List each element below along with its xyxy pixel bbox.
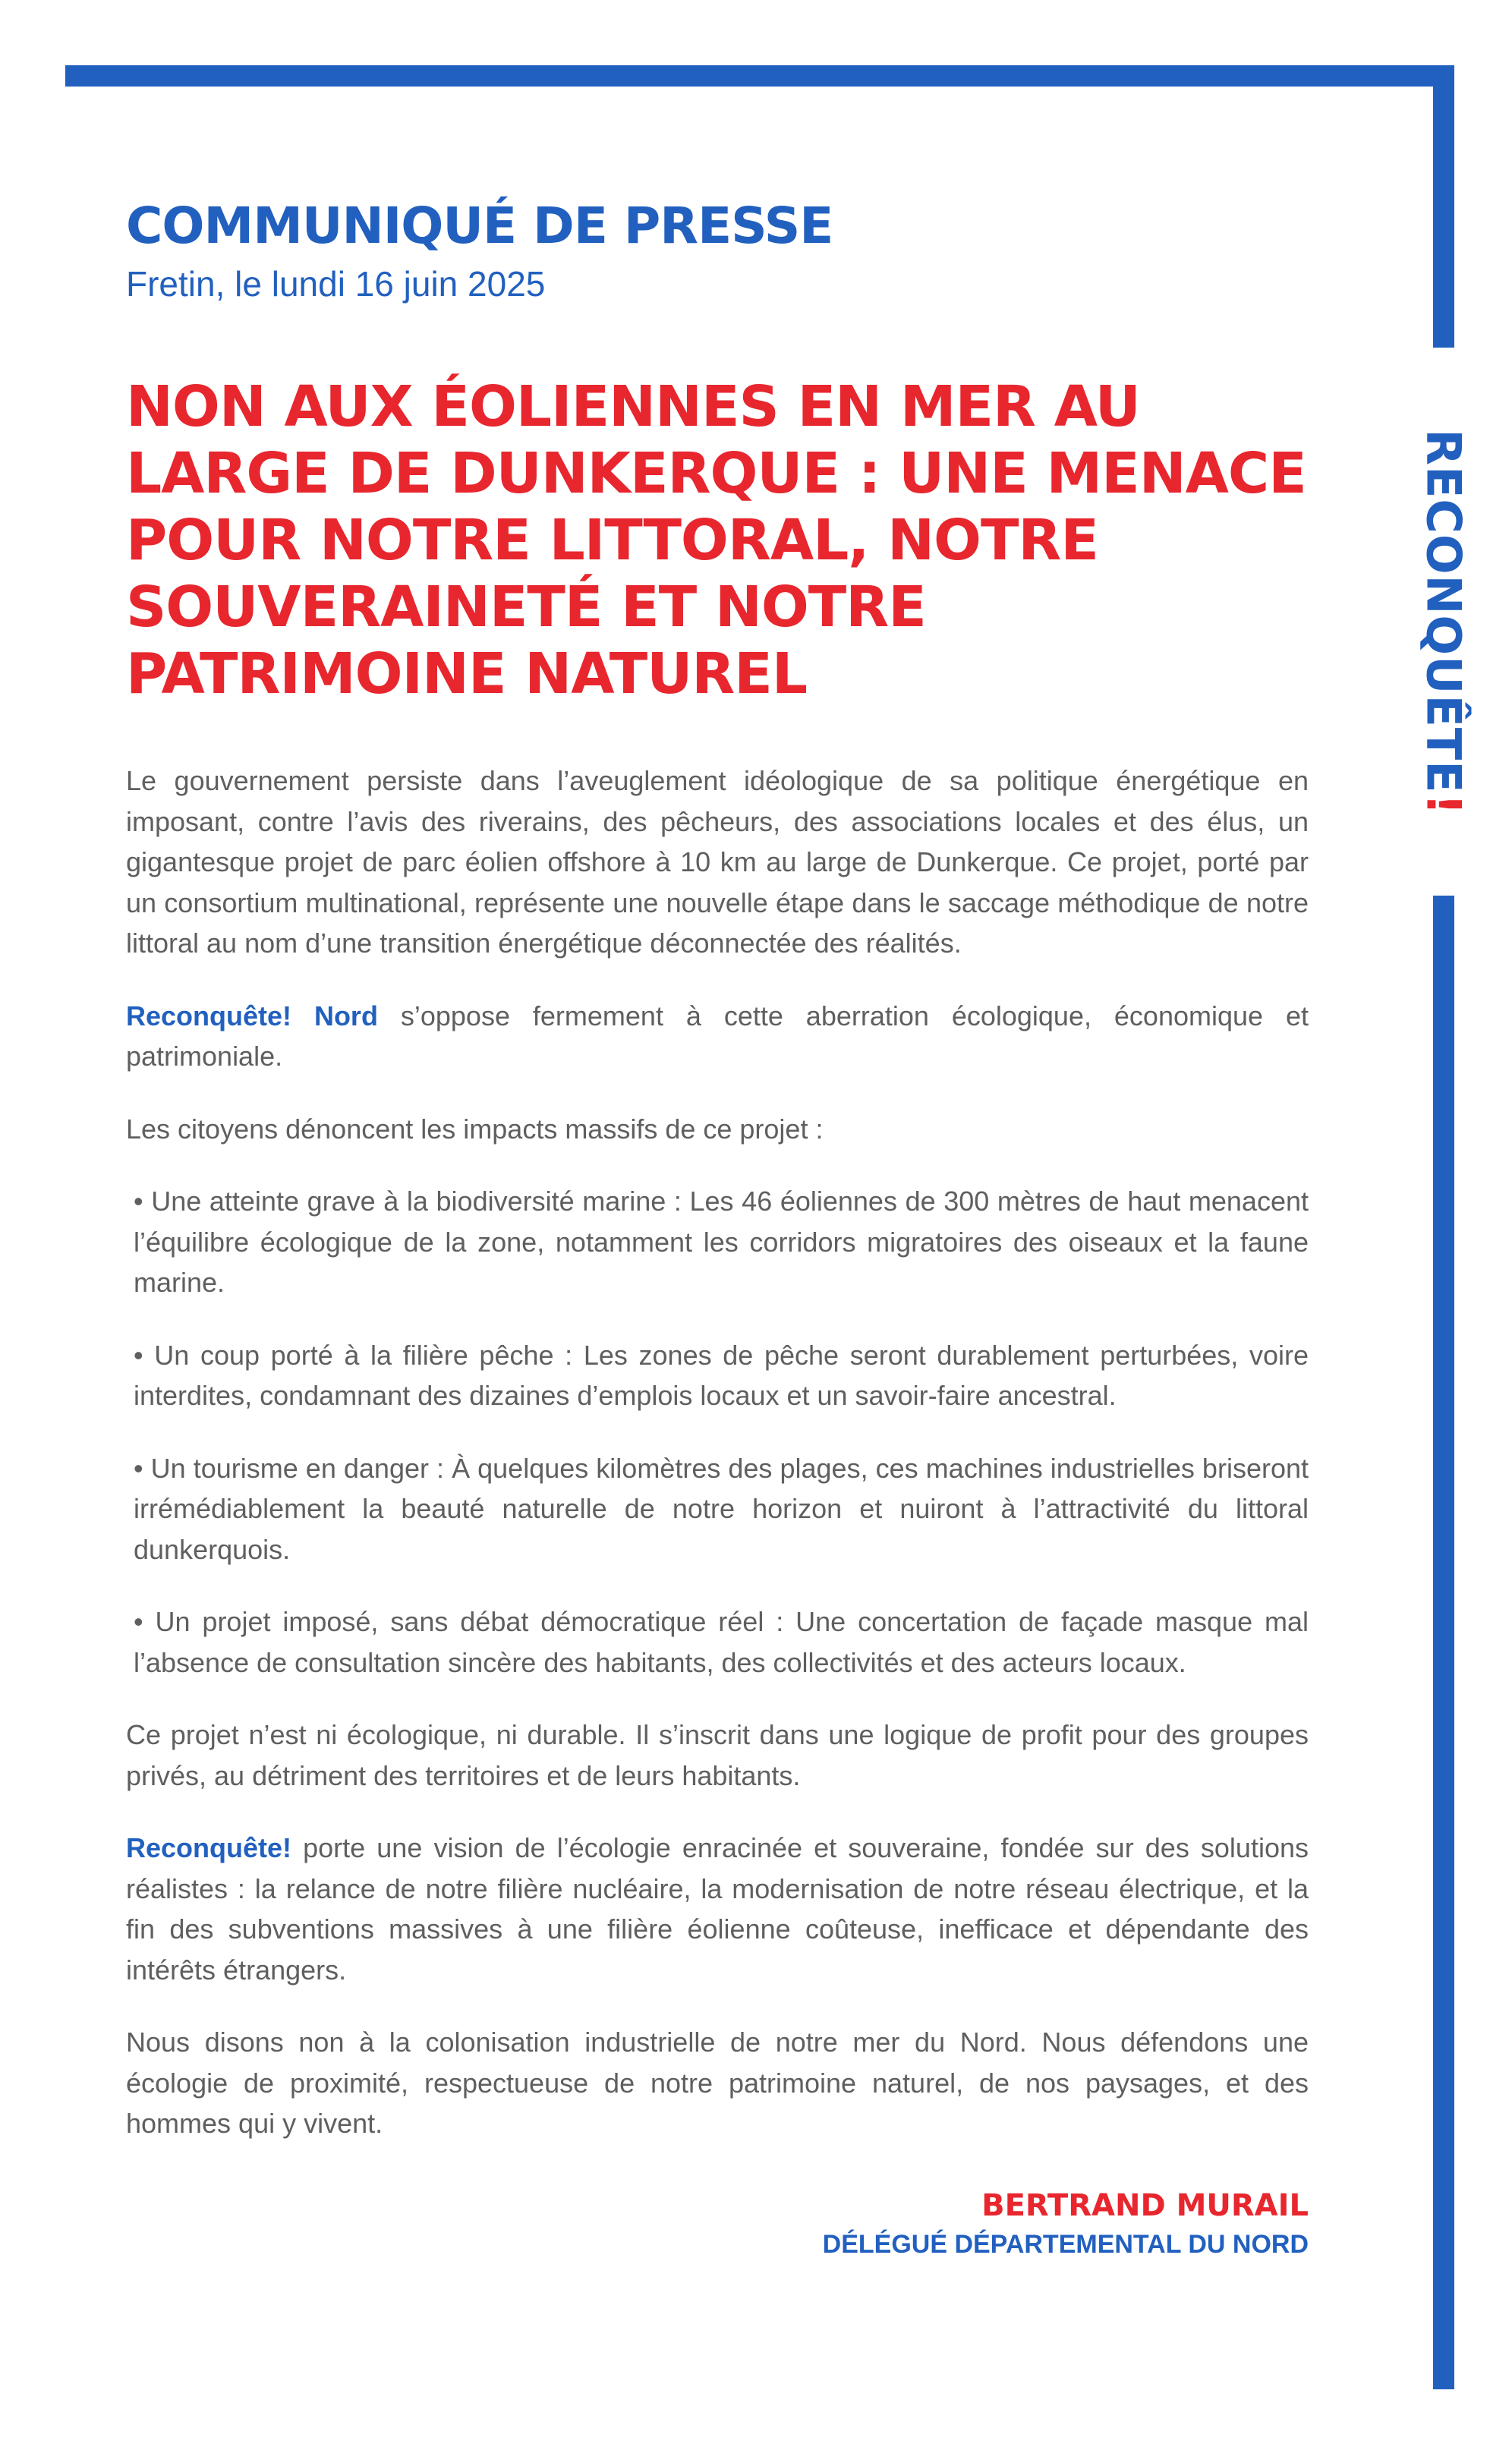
frame-right-bar-upper [1433, 65, 1454, 348]
frame-top-bar [65, 65, 1454, 87]
bullet-item: • Un coup porté à la filière pêche : Les zones de pêche seront durablement perturbées, voire interdites, condamnant des dizaines d’emplois locaux et un savoir-faire ancestral. [134, 1339, 1309, 1412]
paragraph-conclusion: Nous disons non à la colonisation industrielle de notre mer du Nord. Nous défendons une écologie de proximité, respectueuse de notre patrimoine naturel, de nos paysages, et des hommes qui y vivent. [126, 2027, 1309, 2140]
party-name: Reconquête! Nord [126, 1000, 378, 1031]
press-release-kicker: COMMUNIQUÉ DE PRESSE [126, 197, 833, 255]
logo-text: RECONQUÊTE [1416, 429, 1472, 794]
paragraph-vision [126, 1828, 1309, 1990]
paragraph-opposition [126, 996, 1309, 1077]
signatory-role: DÉLÉGUÉ DÉPARTEMENTAL DU NORD [822, 2230, 1309, 2259]
paragraph-vision-text: porte une vision de l’écologie enracinée et souveraine, fondée sur des solutions réalistes : la relance de notre filière nucléaire, la modernisation de notre réseau électrique, et la fin des subventions massives à une filière éolienne coûteuse, inefficace et dépendante des intérêts étrangers. [126, 1832, 1309, 1986]
paragraph-intro: Le gouvernement persiste dans l’aveuglement idéologique de sa politique énergétique en imposant, contre l’avis des riverains, des pêcheurs, des associations locales et des élus, un gigantesque projet de parc éolien offshore à 10 km au large de Dunkerque. Ce projet, porté par un consortium multinational, représente une nouvelle étape dans le saccage méthodique de notre littoral au nom d’une transition énergétique déconnectée des réalités. [126, 765, 1309, 959]
press-release [126, 199, 1309, 2176]
reconquete-logo [1416, 429, 1472, 816]
paragraph-citizens: Les citoyens dénoncent les impacts massifs de ce projet : [126, 1113, 824, 1145]
headline: NON AUX ÉOLIENNES EN MER AU LARGE DE DUNKERQUE : UNE MENACE POUR NOTRE LITTORAL, NOTRE SOUVERAINETÉ ET NOTRE PATRIMOINE NATUREL [126, 374, 1306, 707]
party-name: Reconquête! [126, 1832, 292, 1864]
paragraph-opposition-text: s’oppose fermement à cette aberration écologique, économique et patrimoniale. [126, 1000, 1309, 1072]
dateline: Fretin, le lundi 16 juin 2025 [126, 263, 546, 304]
body-text [126, 761, 1309, 2144]
frame-right-bar-lower [1433, 896, 1454, 2389]
logo-exclamation-mark: ! [1416, 793, 1472, 816]
paragraph-profit: Ce projet n’est ni écologique, ni durable. Il s’inscrit dans une logique de profit pour des groupes privés, au détriment des territoires et de leurs habitants. [126, 1719, 1309, 1791]
bullet-item: • Un tourisme en danger : À quelques kilomètres des plages, ces machines industrielles briseront irrémédiablement la beauté naturelle de notre horizon et nuiront à l’attractivité du littoral dunkerquois. [134, 1452, 1309, 1565]
signature-block [823, 2186, 1309, 2264]
bullet-item: • Un projet imposé, sans débat démocratique réel : Une concertation de façade masque mal l’absence de consultation sincère des habitants, des collectivités et des acteurs locaux. [134, 1606, 1309, 1678]
signatory-name: BERTRAND MURAIL [981, 2188, 1309, 2223]
bullet-item: • Une atteinte grave à la biodiversité marine : Les 46 éoliennes de 300 mètres de haut menacent l’équilibre écologique de la zone, notamment les corridors migratoires des oiseaux et la faune marine. [134, 1186, 1309, 1299]
